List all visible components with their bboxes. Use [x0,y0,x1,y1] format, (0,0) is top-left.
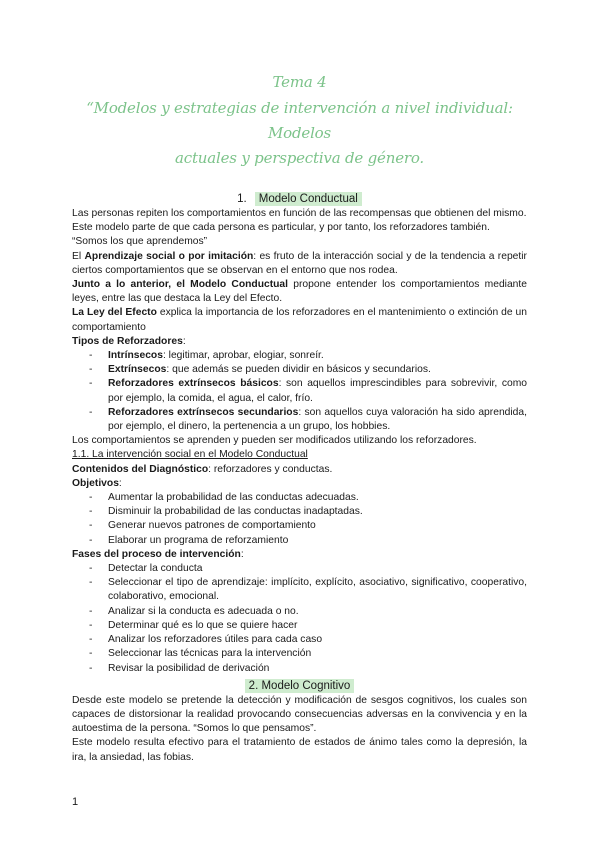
list-item: - Analizar los reforzadores útiles para cada caso [89,634,323,646]
list-item: - Reforzadores extrínsecos secundarios: son aquellos cuya valoración ha sido aprendida, por ejemplo, el dinero, la pertenencia a un grupo, los hobbies. [89,406,527,433]
section-2-title-highlight [245,679,355,693]
tipos-heading: Tipos de Reforzadores: [72,335,186,347]
main-title-line2: actuales y perspectiva de género. [175,149,424,167]
document-page [72,70,527,765]
fases-heading: Fases del proceso de intervención: [72,548,244,560]
s2-paragraph-1: Desde este modelo se pretende la detección y modificación de sesgos cognitivos, los cuales son capaces de distorsionar la realidad provocando consecuencias adversas en la convivencia y en la autoestima de la persona. “Somos lo que pensamos”. [72,694,527,735]
contenidos-rest: : reforzadores y conductas. [208,463,333,475]
s1-paragraph-7: Los comportamientos se aprenden y pueden ser modificados utilizando los reforzadores. [72,435,477,447]
s2-paragraph-2: Este modelo resulta efectivo para el tratamiento de estados de ánimo tales como la depresión, la ira, la ansiedad, las fobias. [72,737,527,763]
s1-p4-pre: El [72,250,85,262]
section-1-title: Modelo Conductual [255,192,362,206]
tipo-rest: : legitimar, aprobar, elogiar, sonreír. [162,350,324,362]
main-title-line1: “Modelos y estrategias de intervención a nivel individual: Modelos [86,99,513,142]
s1-paragraph-1: Las personas repiten los comportamientos en función de las recompensas que obtienen del mismo. [72,208,527,219]
list-item: - Determinar qué es lo que se quiere hacer [89,619,298,631]
fase-text: Analizar si la conducta es adecuada o no. [108,605,299,617]
list-item: - Analizar si la conducta es adecuada o no. [89,605,299,617]
list-item: - Seleccionar el tipo de aprendizaje: implícito, explícito, asociativo, significativo, cooperativo, colaborativo, emocional. [89,577,527,603]
fase-text: Analizar los reforzadores útiles para cada caso [108,634,323,646]
objetivo-text: Elaborar un programa de reforzamiento [108,534,289,546]
section-1-number: 1. [237,193,247,205]
s1-p5-bold: Junto a lo anterior, el Modelo Conductual [72,279,289,291]
s1-p6-bold: La Ley del Efecto [72,307,157,319]
list-item: - Revisar la posibilidad de derivación [89,662,270,674]
list-item: - Aumentar la probabilidad de las conductas adecuadas. [89,492,359,504]
tema-title: Tema 4 [272,73,327,91]
list-item: - Elaborar un programa de reforzamiento [89,534,289,546]
s1-paragraph-2: Este modelo parte de que cada persona es particular, y por tanto, los reforzadores también. [72,222,490,234]
s1-paragraph-6 [72,306,527,334]
s1-paragraph-3: “Somos los que aprendemos” [72,236,208,248]
list-item: - Seleccionar las técnicas para la intervención [89,648,312,660]
fase-text: Detectar la conducta [108,563,203,575]
tipo-bold: Extrínsecos [108,364,167,376]
section-2-heading [72,676,527,694]
s1-p6-rest: explica la importancia de los reforzadores en el mantenimiento o extinción de un comportamiento [72,307,527,333]
tipo-bold: Intrínsecos [108,350,163,362]
fase-text: Revisar la posibilidad de derivación [108,662,270,674]
list-item: - Detectar la conducta [89,563,203,575]
objetivos-list [72,491,527,548]
objetivos-heading: Objetivos: [72,477,122,489]
contenidos-line [72,463,527,477]
list-item: - Extrínsecos: que además se pueden dividir en básicos y secundarios. [89,364,431,376]
objetivo-text: Aumentar la probabilidad de las conductas adecuadas. [108,492,359,504]
section-1-heading [72,189,527,207]
tipo-bold: Reforzadores extrínsecos básicos [108,378,279,390]
tipo-bold: Reforzadores extrínsecos secundarios [108,406,299,418]
list-item: - Generar nuevos patrones de comportamiento [89,520,316,532]
page-number: 1 [72,796,79,808]
s1-paragraph-5 [72,278,527,306]
fases-list [72,562,527,676]
section-2-title: Modelo Cognitivo [261,679,351,692]
s1-p5-rest: propone entender los comportamientos mediante leyes, entre las que destaca la Ley del Efecto. [72,279,527,305]
s1-paragraph-4 [72,250,527,278]
objetivo-text: Disminuir la probabilidad de las conductas inadaptadas. [108,506,363,518]
section-2-number: 2. [248,679,259,692]
objetivos-heading-text: Objetivos [72,477,119,489]
tipo-rest: : que además se pueden dividir en básicos y secundarios. [166,364,431,376]
contenidos-bold: Contenidos del Diagnóstico [72,463,209,475]
s1-p4-bold: Aprendizaje social o por imitación [84,250,254,262]
list-item: - Intrínsecos: legitimar, aprobar, elogiar, sonreír. [89,350,324,362]
fases-heading-text: Fases del proceso de intervención [72,548,241,560]
objetivo-text: Generar nuevos patrones de comportamiento [108,520,316,532]
subsection-heading: 1.1. La intervención social en el Modelo Conductual [72,449,308,461]
tipos-list [72,349,527,434]
fase-text: Seleccionar el tipo de aprendizaje: implícito, explícito, asociativo, significativo, cooperativo, colaborativo, emocional. [108,577,527,603]
list-item: - Reforzadores extrínsecos básicos: son aquellos imprescindibles para sobrevivir, como por ejemplo, la comida, el agua, el calor, frío. [89,378,527,404]
tipo-rest: : son aquellos cuya valoración ha sido aprendida, por ejemplo, el dinero, la pertenencia a un grupo, los hobbies. [108,406,527,433]
s1-p4-rest: : es fruto de la interacción social y de la tendencia a repetir ciertos comportamientos que se observan en el entorno que nos rodea. [72,250,527,276]
fase-text: Seleccionar las técnicas para la intervención [108,648,312,660]
tipos-heading-text: Tipos de Reforzadores [72,335,183,347]
list-item: - Disminuir la probabilidad de las conductas inadaptadas. [89,506,363,518]
fase-text: Determinar qué es lo que se quiere hacer [108,619,298,631]
tipo-rest: : son aquellos imprescindibles para sobrevivir, como por ejemplo, la comida, el agua, el calor, frío. [108,378,527,404]
